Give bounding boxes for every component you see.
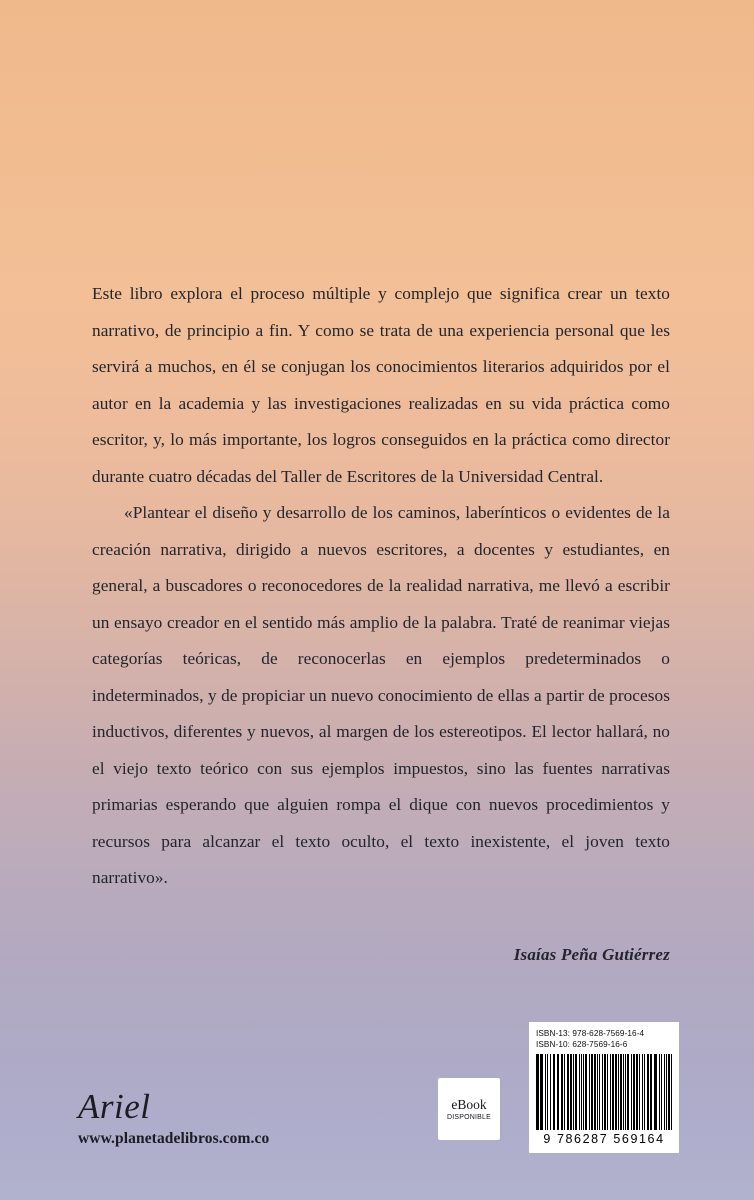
- publisher-imprint: [78, 1088, 269, 1148]
- barcode-graphic: [536, 1054, 672, 1130]
- ebook-available-badge: [438, 1078, 500, 1140]
- isbn10-text: ISBN-10: 628-7569-16-6: [536, 1040, 628, 1049]
- ebook-badge-line1: eBook: [451, 1097, 487, 1112]
- blurb-paragraph-2: «Plantear el diseño y desarrollo de los caminos, laberínticos o evidentes de la creación narrativa, dirigido a nuevos escritores, a docentes y estudiantes, en general, a buscadores o reconocedores de la realidad narrativa, me llevó a escribir un ensayo creador en el sentido más amplio de la palabra. Traté de reanimar viejas categorías teóricas, de reconocerlas en ejemplos predeterminados o indeterminados, y de propiciar un nuevo conocimiento de ellas a partir de procesos inductivos, diferentes y nuevos, al margen de los estereotipos. El lector hallará, no el viejo texto teórico con sus ejemplos impuestos, sino las fuentes narrativas primarias esperando que alguien rompa el dique con nuevos procedimientos y recursos para alcanzar el texto oculto, el texto inexistente, el joven texto narrativo».: [92, 503, 670, 887]
- ebook-badge-line2: DISPONIBLE: [446, 1114, 491, 1121]
- publisher-website: www.planetadelibros.com.co: [78, 1130, 270, 1147]
- isbn-barcode-block: [529, 1022, 679, 1153]
- author-credit: Isaías Peña Gutiérrez: [513, 945, 670, 964]
- isbn13-text: ISBN-13: 978-628-7569-16-4: [536, 1029, 645, 1038]
- blurb-text-block: [92, 276, 670, 897]
- imprint-name: Ariel: [78, 1087, 151, 1126]
- barcode-digits: 9 786287 569164: [543, 1132, 665, 1146]
- blurb-paragraph-1: Este libro explora el proceso múltiple y complejo que significa crear un texto narrativo, de principio a fin. Y como se trata de una experiencia personal que les servirá a muchos, en él se conjugan los conocimientos literarios adquiridos por el autor en la academia y las investigaciones realizadas en su vida práctica como escritor, y, lo más importante, los logros conseguidos en la práctica como director durante cuatro décadas del Taller de Escritores de la Universidad Central.: [92, 284, 670, 486]
